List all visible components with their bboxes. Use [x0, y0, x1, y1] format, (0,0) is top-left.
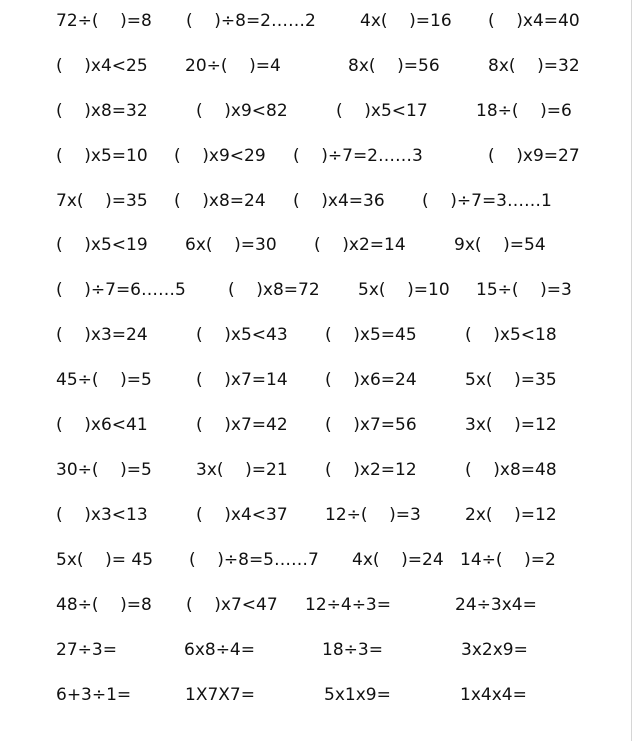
problem-row-14	[0, 591, 630, 619]
problem: ( )x3<13	[56, 505, 148, 525]
problem: ( )x6<41	[56, 415, 148, 435]
problem: 3x( )=12	[465, 415, 557, 435]
page-edge-divider	[631, 0, 632, 741]
problem: ( )x5<43	[196, 325, 288, 345]
problem: 6x8÷4=	[184, 640, 255, 660]
problem: ( )x4<25	[56, 56, 148, 76]
problem-row-9	[0, 366, 630, 394]
problem: 1x4x4=	[460, 685, 527, 705]
problem: ( )÷8=5……7	[189, 550, 319, 570]
problem: ( )÷7=2……3	[293, 146, 423, 166]
problem: 5x1x9=	[324, 685, 391, 705]
problem: 9x( )=54	[454, 235, 546, 255]
problem: 5x( )=35	[465, 370, 557, 390]
problem: ( )x2=12	[325, 460, 417, 480]
problem-row-13	[0, 546, 630, 574]
problem: 30÷( )=5	[56, 460, 152, 480]
problem: ( )÷8=2……2	[186, 11, 316, 31]
problem: 15÷( )=3	[476, 280, 572, 300]
problem: ( )x5<19	[56, 235, 148, 255]
problem-row-7	[0, 276, 630, 304]
problem: 2x( )=12	[465, 505, 557, 525]
problem: ( )x2=14	[314, 235, 406, 255]
problem: ( )x5<17	[336, 101, 428, 121]
problem: ( )÷7=3……1	[422, 191, 552, 211]
problem: 12÷( )=3	[325, 505, 421, 525]
problem: 45÷( )=5	[56, 370, 152, 390]
problem: 24÷3x4=	[455, 595, 537, 615]
problem: 7x( )=35	[56, 191, 148, 211]
problem-row-12	[0, 501, 630, 529]
problem: 12÷4÷3=	[305, 595, 391, 615]
problem: 4x( )=16	[360, 11, 452, 31]
problem: ( )x7=14	[196, 370, 288, 390]
problem: 5x( )=10	[358, 280, 450, 300]
problem-row-2	[0, 52, 630, 80]
problem-row-11	[0, 456, 630, 484]
problem: ( )x8=32	[56, 101, 148, 121]
problem: ( )x9=27	[488, 146, 580, 166]
problem-row-8	[0, 321, 630, 349]
problem: 20÷( )=4	[185, 56, 281, 76]
problem: 3x( )=21	[196, 460, 288, 480]
problem: ( )x4=40	[488, 11, 580, 31]
problem: ( )÷7=6……5	[56, 280, 186, 300]
problem: ( )x6=24	[325, 370, 417, 390]
problem: ( )x9<29	[174, 146, 266, 166]
problem: 4x( )=24	[352, 550, 444, 570]
problem: 8x( )=56	[348, 56, 440, 76]
problem: ( )x8=72	[228, 280, 320, 300]
problem: 18÷3=	[322, 640, 383, 660]
problem-row-5	[0, 187, 630, 215]
problem: ( )x7=42	[196, 415, 288, 435]
problem: 72÷( )=8	[56, 11, 152, 31]
problem: ( )x8=24	[174, 191, 266, 211]
problem: ( )x4<37	[196, 505, 288, 525]
problem-row-4	[0, 142, 630, 170]
problem-row-1	[0, 7, 630, 35]
problem-row-16	[0, 681, 630, 709]
problem: ( )x7<47	[186, 595, 278, 615]
problem-row-10	[0, 411, 630, 439]
problem: ( )x9<82	[196, 101, 288, 121]
problem-row-3	[0, 97, 630, 125]
problem: 3x2x9=	[461, 640, 528, 660]
problem: 18÷( )=6	[476, 101, 572, 121]
problem: 6x( )=30	[185, 235, 277, 255]
problem: 1X7X7=	[185, 685, 255, 705]
problem: ( )x5=10	[56, 146, 148, 166]
problem: ( )x4=36	[293, 191, 385, 211]
problem: 27÷3=	[56, 640, 117, 660]
problem: ( )x5<18	[465, 325, 557, 345]
problem: ( )x7=56	[325, 415, 417, 435]
problem: 14÷( )=2	[460, 550, 556, 570]
problem: 5x( )= 45	[56, 550, 154, 570]
problem: 48÷( )=8	[56, 595, 152, 615]
problem: ( )x3=24	[56, 325, 148, 345]
problem: ( )x8=48	[465, 460, 557, 480]
problem: ( )x5=45	[325, 325, 417, 345]
problem: 8x( )=32	[488, 56, 580, 76]
problem-row-15	[0, 636, 630, 664]
problem-row-6	[0, 231, 630, 259]
problem: 6+3÷1=	[56, 685, 132, 705]
